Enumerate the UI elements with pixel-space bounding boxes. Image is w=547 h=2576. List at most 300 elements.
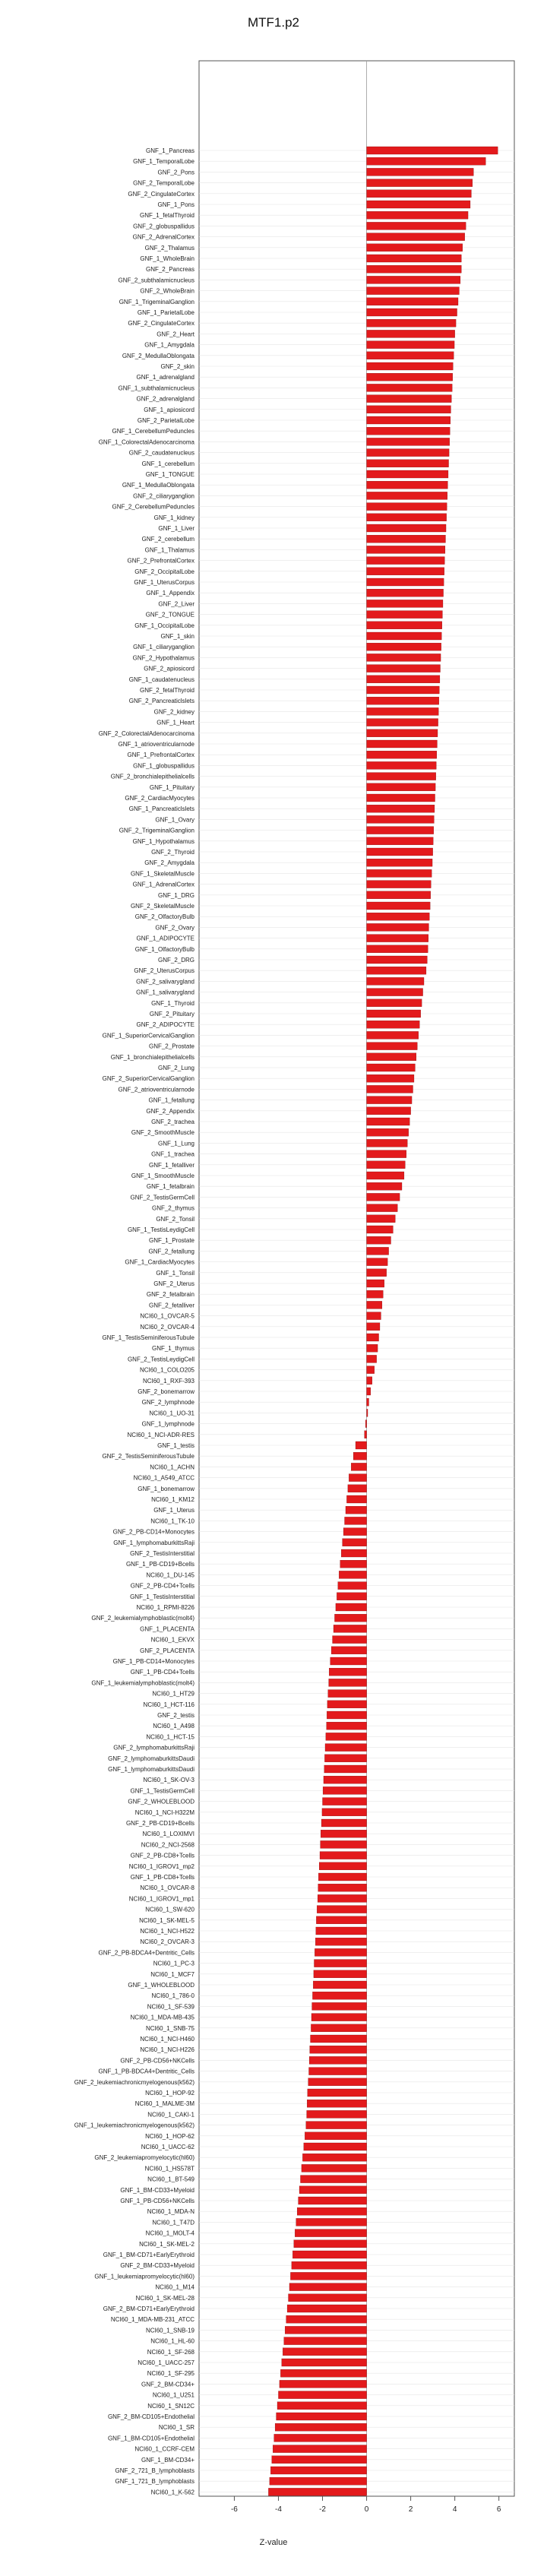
bar <box>367 1043 418 1050</box>
bar <box>367 869 432 877</box>
bar <box>367 1236 391 1244</box>
category-label: GNF_1_WHOLEBLOOD <box>128 1982 194 1989</box>
category-label: GNF_2_kidney <box>153 708 194 716</box>
category-label: GNF_2_CingulateCortex <box>128 190 194 198</box>
bar <box>367 611 443 619</box>
category-label: GNF_2_BM-CD33+Myeloid <box>120 2262 194 2270</box>
category-label: GNF_1_ciliaryganglion <box>133 644 194 651</box>
category-label: GNF_2_Pons <box>157 169 194 176</box>
bar <box>308 2078 367 2086</box>
bar <box>367 438 450 445</box>
category-label: GNF_2_trachea <box>151 1119 194 1125</box>
category-label: NCI60_1_SW-620 <box>145 1906 194 1913</box>
category-label: GNF_2_TestisGermCell <box>130 1194 194 1201</box>
bar <box>365 1420 366 1428</box>
category-label: NCI60_1_HOP-62 <box>145 2132 194 2140</box>
bar <box>343 1539 367 1546</box>
category-label: GNF_1_fetalThyroid <box>139 212 194 220</box>
bar <box>367 244 463 252</box>
bar <box>299 2197 367 2204</box>
category-label: GNF_2_Amygdala <box>144 859 194 867</box>
bar <box>329 1668 366 1676</box>
bar <box>343 1528 366 1536</box>
bar <box>280 2380 367 2388</box>
bar <box>268 2488 366 2495</box>
bar <box>367 1355 377 1362</box>
bar <box>302 2164 367 2172</box>
category-label: NCI60_1_DU-145 <box>146 1571 194 1579</box>
bar <box>367 697 439 704</box>
category-label: GNF_2_DRG <box>157 957 194 964</box>
category-label: NCI60_1_SR <box>158 2424 194 2432</box>
bar <box>306 2122 367 2129</box>
category-label: NCI60_1_786-0 <box>151 1992 194 2000</box>
bar <box>315 1948 366 1956</box>
chart-title: MTF1.p2 <box>247 15 300 30</box>
category-label: GNF_2_PB-CD19+Bcells <box>125 1820 194 1827</box>
category-label: GNF_2_lymphomaburkittsRaji <box>113 1744 194 1752</box>
bar <box>367 211 468 219</box>
category-label: GNF_2_fetalbrain <box>146 1291 194 1299</box>
bar <box>367 524 446 532</box>
bar <box>367 1280 384 1287</box>
category-label: GNF_2_fetallung <box>148 1248 194 1255</box>
bar <box>318 1873 366 1881</box>
bar <box>280 2369 366 2377</box>
category-label: GNF_1_PB-CD14+Monocytes <box>112 1658 194 1665</box>
category-label: GNF_1_lymphnode <box>141 1420 194 1428</box>
category-label: GNF_2_721_B_lymphoblasts <box>115 2467 194 2474</box>
bar <box>367 449 450 457</box>
category-label: GNF_2_PB-BDCA4+Dentritic_Cells <box>98 1949 194 1957</box>
category-label: GNF_1_leukemialymphoblastic(molt4) <box>91 1679 194 1687</box>
category-label: GNF_2_TestisInterstitial <box>130 1550 194 1557</box>
bar <box>367 233 465 241</box>
bar <box>367 1204 398 1212</box>
bar <box>367 255 462 262</box>
category-label: GNF_1_TemporalLobe <box>133 158 194 166</box>
category-label: GNF_1_OlfactoryBulb <box>134 945 194 953</box>
category-label: GNF_1_PLACENTA <box>140 1625 194 1633</box>
bar <box>345 1517 367 1524</box>
bar <box>367 373 453 381</box>
bar <box>312 1992 366 1999</box>
category-label: GNF_1_Pituitary <box>149 783 194 791</box>
category-label: GNF_2_AdrenalCortex <box>132 233 194 241</box>
category-label: GNF_1_Thyroid <box>151 999 194 1007</box>
bar <box>367 330 455 337</box>
bar <box>274 2434 367 2442</box>
category-label: GNF_1_fetallung <box>148 1097 194 1104</box>
bar <box>316 1927 367 1935</box>
bar <box>310 2046 367 2053</box>
category-label: GNF_1_TestisGermCell <box>130 1787 194 1795</box>
bar <box>327 1711 366 1719</box>
bar <box>367 913 430 920</box>
category-label: NCI60_1_COLO205 <box>139 1366 194 1374</box>
category-label: NCI60_1_U251 <box>152 2391 194 2399</box>
bar <box>314 1960 366 1967</box>
category-label: GNF_1_PB-CD8+Tcells <box>130 1874 194 1881</box>
category-label: NCI60_1_HL-60 <box>150 2337 194 2345</box>
bar <box>300 2176 366 2183</box>
category-label: GNF_2_bronchialepithelialcells <box>110 773 194 780</box>
bar <box>367 827 434 834</box>
bar <box>319 1862 366 1870</box>
category-label: GNF_2_PB-CD4+Tcells <box>130 1582 194 1590</box>
bar <box>367 794 435 802</box>
bar <box>367 1323 380 1331</box>
category-label: GNF_2_lymphomaburkittsDaudi <box>108 1755 194 1762</box>
bar <box>284 2337 367 2345</box>
category-label: GNF_1_MedullaOblongata <box>122 482 194 489</box>
bar <box>278 2391 366 2399</box>
bar <box>367 460 449 467</box>
category-label: NCI60_1_T47D <box>152 2219 194 2226</box>
category-label: GNF_1_lymphomaburkittsDaudi <box>108 1766 194 1773</box>
bar <box>367 535 446 543</box>
category-label: GNF_2_TONGUE <box>145 611 194 619</box>
bar <box>302 2154 366 2161</box>
bar <box>277 2402 367 2410</box>
bar <box>318 1894 366 1902</box>
bar <box>297 2207 366 2215</box>
category-label: GNF_1_BM-CD34+ <box>141 2456 194 2464</box>
category-label: GNF_1_lymphomaburkittsRaji <box>113 1539 194 1546</box>
bar <box>327 1722 367 1729</box>
category-label: GNF_1_OccipitalLobe <box>134 622 194 629</box>
bar <box>367 719 438 726</box>
category-label: GNF_2_ParietalLobe <box>137 417 194 424</box>
bar <box>367 1258 388 1266</box>
bar <box>367 729 438 737</box>
category-label: GNF_2_TrigeminalGanglion <box>119 827 194 834</box>
bar <box>299 2186 367 2194</box>
category-label: GNF_2_Pancreas <box>145 266 194 274</box>
bar <box>367 190 472 198</box>
bar <box>367 1150 406 1158</box>
category-label: GNF_1_caudatenucleus <box>128 676 194 683</box>
bar <box>307 2100 366 2107</box>
bar <box>367 977 424 985</box>
category-label: GNF_2_PLACENTA <box>140 1647 194 1654</box>
bar <box>327 1701 367 1708</box>
bar <box>367 503 447 511</box>
bar <box>367 589 444 597</box>
bar <box>313 1981 366 1989</box>
category-label: NCI60_1_SF-295 <box>147 2370 194 2378</box>
bar <box>318 1884 367 1891</box>
bar <box>367 1021 420 1028</box>
bar <box>367 1097 412 1104</box>
bar <box>367 1247 389 1255</box>
category-label: GNF_1_SkeletalMuscle <box>130 870 194 878</box>
bar <box>323 1798 367 1805</box>
bar <box>367 1301 382 1309</box>
category-label: GNF_2_BM-CD34+ <box>141 2381 194 2388</box>
bar <box>325 1744 367 1752</box>
bar <box>367 707 439 715</box>
category-label: NCI60_1_IGROV1_mp2 <box>128 1862 194 1870</box>
bar <box>367 416 451 424</box>
bar <box>367 168 474 176</box>
category-label: GNF_1_bonemarrow <box>138 1485 194 1492</box>
bar <box>348 1485 367 1492</box>
category-label: GNF_2_atrioventricularnode <box>118 1086 194 1093</box>
category-label: GNF_2_MedullaOblongata <box>122 352 194 359</box>
bar <box>367 805 435 812</box>
category-label: GNF_2_Heart <box>157 331 194 338</box>
bar <box>367 848 433 856</box>
category-label: NCI60_1_MDA-MB-435 <box>130 2014 194 2021</box>
category-label: GNF_1_Uterus <box>153 1507 194 1514</box>
category-label: NCI60_1_CCRF-CEM <box>134 2445 194 2453</box>
category-label: NCI60_1_NCI-H460 <box>140 2036 194 2043</box>
category-label: NCI60_1_NCI-ADR-RES <box>127 1431 194 1438</box>
category-label: GNF_2_ADIPOCYTE <box>136 1021 194 1029</box>
bar <box>367 1388 371 1395</box>
bar <box>367 967 426 974</box>
bar <box>292 2261 367 2269</box>
category-label: NCI60_1_RXF-393 <box>142 1377 194 1385</box>
category-label: GNF_1_Thalamus <box>144 546 194 554</box>
bar <box>367 514 447 521</box>
category-label: GNF_2_SuperiorCervicalGanglion <box>102 1075 194 1083</box>
category-label: GNF_1_CardiacMyocytes <box>125 1258 194 1266</box>
category-label: GNF_1_testis <box>157 1442 194 1449</box>
category-label: GNF_2_bonemarrow <box>138 1388 194 1395</box>
bar <box>317 1906 366 1913</box>
category-label: NCI60_1_SK-MEL-5 <box>139 1916 194 1924</box>
bar <box>367 1085 413 1093</box>
x-axis-label: Z-value <box>259 2538 288 2547</box>
bar <box>367 686 440 694</box>
bar <box>367 1139 408 1147</box>
category-label: GNF_2_testis <box>157 1712 194 1719</box>
bar <box>367 1409 368 1416</box>
bar <box>275 2423 366 2431</box>
bar <box>367 1172 404 1179</box>
category-label: GNF_1_ParietalLobe <box>137 309 194 316</box>
bar <box>324 1755 366 1762</box>
category-label: GNF_2_leukemiapromyelocytic(hl60) <box>94 2154 194 2162</box>
category-label: GNF_2_Thyroid <box>151 849 194 856</box>
bar <box>331 1647 366 1654</box>
category-label: NCI60_1_CAKI-1 <box>147 2111 194 2119</box>
bar <box>367 881 432 888</box>
x-tick-label: -6 <box>230 2505 238 2514</box>
category-label: NCI60_1_MOLT-4 <box>145 2229 194 2237</box>
category-label: GNF_1_BM-CD33+Myeloid <box>120 2186 194 2194</box>
bar <box>282 2359 367 2366</box>
category-label: GNF_1_skin <box>160 633 194 640</box>
bar <box>309 2056 366 2064</box>
category-label: GNF_2_Tonsil <box>156 1215 194 1223</box>
bar <box>367 783 436 791</box>
x-tick-label: 0 <box>364 2505 369 2514</box>
category-label: NCI60_1_SNB-19 <box>145 2327 194 2334</box>
bar <box>367 676 440 683</box>
category-label: GNF_2_Hypothalamus <box>132 654 194 662</box>
category-label: NCI60_1_SK-MEL-2 <box>139 2240 194 2248</box>
bar <box>289 2283 367 2291</box>
category-label: GNF_2_TestisSeminiferousTubule <box>102 1453 194 1460</box>
bar <box>367 395 452 403</box>
category-label: GNF_1_fetalbrain <box>146 1183 194 1191</box>
x-tick-label: -2 <box>319 2505 326 2514</box>
category-label: GNF_1_WholeBrain <box>140 255 194 262</box>
category-label: GNF_1_adrenalgland <box>136 374 194 381</box>
bar <box>292 2251 366 2258</box>
category-label: GNF_2_Uterus <box>153 1280 194 1287</box>
bar <box>334 1614 366 1622</box>
bar <box>367 1128 409 1136</box>
category-label: GNF_1_UterusCorpus <box>134 579 194 586</box>
category-label: NCI60_1_A498 <box>153 1723 194 1730</box>
category-label: NCI60_1_SK-OV-3 <box>143 1777 194 1784</box>
bar <box>367 309 457 316</box>
category-label: GNF_2_CardiacMyocytes <box>125 795 194 802</box>
bar <box>367 1366 375 1374</box>
category-label: GNF_2_Pancreaticlslets <box>128 698 194 705</box>
bar <box>367 999 422 1007</box>
category-label: GNF_1_trachea <box>151 1150 194 1158</box>
category-label: GNF_1_CerebellumPeduncles <box>112 428 194 435</box>
bar <box>367 1053 416 1061</box>
bar <box>367 1010 421 1017</box>
category-label: NCI60_1_LOXIMVI <box>142 1831 194 1838</box>
category-label: GNF_2_ciliaryganglion <box>133 492 194 500</box>
category-label: NCI60_1_M14 <box>155 2283 194 2291</box>
bar <box>340 1560 367 1568</box>
category-label: GNF_1_atrioventricularnode <box>118 741 194 748</box>
bar <box>367 891 431 899</box>
category-label: GNF_1_salivarygland <box>136 989 194 996</box>
category-label: NCI60_1_IGROV1_mp1 <box>128 1895 194 1903</box>
bar <box>351 1463 366 1470</box>
category-label: GNF_2_CingulateCortex <box>128 320 194 328</box>
category-label: GNF_1_bronchialepithelialcells <box>110 1053 194 1061</box>
bar <box>367 546 445 553</box>
category-label: GNF_2_leukemiachronicmyelogenous(k562) <box>74 2078 194 2086</box>
category-label: GNF_2_SmoothMuscle <box>131 1129 194 1137</box>
bar <box>336 1603 367 1611</box>
bar <box>367 643 441 650</box>
bar <box>324 1776 367 1783</box>
category-label: GNF_1_PB-BDCA4+Dentritic_Cells <box>98 2068 194 2075</box>
category-label: NCI60_1_HT29 <box>152 1690 194 1698</box>
bar <box>338 1582 367 1590</box>
category-label: GNF_1_Lung <box>157 1140 194 1147</box>
bar <box>314 1970 367 1978</box>
bar <box>367 1074 414 1082</box>
bar <box>367 1334 379 1341</box>
bar <box>367 222 466 229</box>
bar <box>346 1495 366 1503</box>
category-label: GNF_2_Lung <box>157 1065 194 1071</box>
bar <box>367 653 441 661</box>
plot-frame <box>199 61 514 2496</box>
category-label: GNF_2_SkeletalMuscle <box>130 903 194 910</box>
category-label: NCI60_1_SNB-75 <box>145 2024 194 2032</box>
bar <box>367 557 445 565</box>
bar <box>367 989 423 996</box>
category-label: GNF_2_Liver <box>158 600 194 608</box>
category-label: NCI60_1_NCI-H322M <box>134 1809 194 1816</box>
bar <box>367 1290 384 1298</box>
bar <box>367 362 454 370</box>
category-label: NCI60_1_RPMI-8226 <box>136 1604 194 1611</box>
bar <box>367 751 437 758</box>
bar <box>367 1312 381 1320</box>
bar <box>294 2240 367 2248</box>
category-label: GNF_1_TONGUE <box>145 471 194 478</box>
bar <box>349 1474 366 1482</box>
category-label: GNF_1_leukemiapromyelocytic(hl60) <box>94 2273 194 2280</box>
category-label: GNF_1_TestisLeydigCell <box>127 1226 194 1233</box>
category-label: NCI60_1_PC-3 <box>153 1960 194 1967</box>
category-label: GNF_1_SuperiorCervicalGanglion <box>102 1032 194 1040</box>
category-label: NCI60_1_UO-31 <box>149 1410 194 1417</box>
category-label: GNF_1_BM-CD105+Endothelial <box>107 2435 194 2442</box>
category-label: NCI60_1_SK-MEL-28 <box>135 2294 194 2302</box>
bar <box>311 2035 367 2043</box>
bar <box>367 406 451 413</box>
category-label: GNF_2_Appendix <box>146 1107 194 1115</box>
category-label: GNF_2_PB-CD56+NKCells <box>120 2057 194 2065</box>
category-label: GNF_1_Pancreaticlslets <box>128 805 194 813</box>
category-label: NCI60_2_OVCAR-3 <box>140 1938 194 1946</box>
category-label: GNF_2_WHOLEBLOOD <box>128 1798 194 1805</box>
bar <box>322 1809 367 1816</box>
category-label: NCI60_1_ACHN <box>150 1464 194 1471</box>
category-label: GNF_2_UterusCorpus <box>134 967 194 975</box>
bar <box>367 945 428 953</box>
category-label: GNF_1_PB-CD4+Tcells <box>130 1669 194 1676</box>
bar <box>367 157 486 165</box>
bar <box>367 956 428 964</box>
category-label: NCI60_1_UACC-62 <box>141 2144 194 2150</box>
category-label: GNF_1_Ovary <box>155 816 194 824</box>
bar <box>328 1690 367 1698</box>
bar <box>273 2445 366 2453</box>
category-label: GNF_2_Ovary <box>155 924 194 932</box>
bar <box>367 1107 411 1115</box>
bar <box>367 352 454 359</box>
bar <box>321 1840 367 1848</box>
category-label: GNF_2_Pituitary <box>149 1011 194 1017</box>
category-label: GNF_1_TestisInterstitial <box>130 1593 194 1600</box>
category-label: GNF_2_caudatenucleus <box>128 449 194 457</box>
category-label: GNF_1_ColorectalAdenocarcinoma <box>98 438 194 446</box>
bar <box>311 2014 367 2021</box>
bar <box>346 1506 367 1514</box>
bar <box>283 2348 366 2356</box>
bar <box>286 2315 367 2323</box>
category-label: GNF_1_leukemiachronicmyelogenous(k562) <box>74 2122 194 2129</box>
bar <box>287 2305 366 2312</box>
category-label: GNF_1_Liver <box>158 525 194 532</box>
bar <box>367 298 458 305</box>
category-label: NCI60_1_HCT-116 <box>143 1701 194 1708</box>
category-label: GNF_2_thymus <box>151 1204 194 1212</box>
bar <box>341 1549 366 1557</box>
category-label: NCI60_1_NCI-H522 <box>140 1928 194 1935</box>
bar <box>330 1657 367 1665</box>
category-label: GNF_1_Pancreas <box>145 147 194 154</box>
bar <box>367 923 429 931</box>
category-label: NCI60_2_NCI-2568 <box>141 1841 194 1849</box>
